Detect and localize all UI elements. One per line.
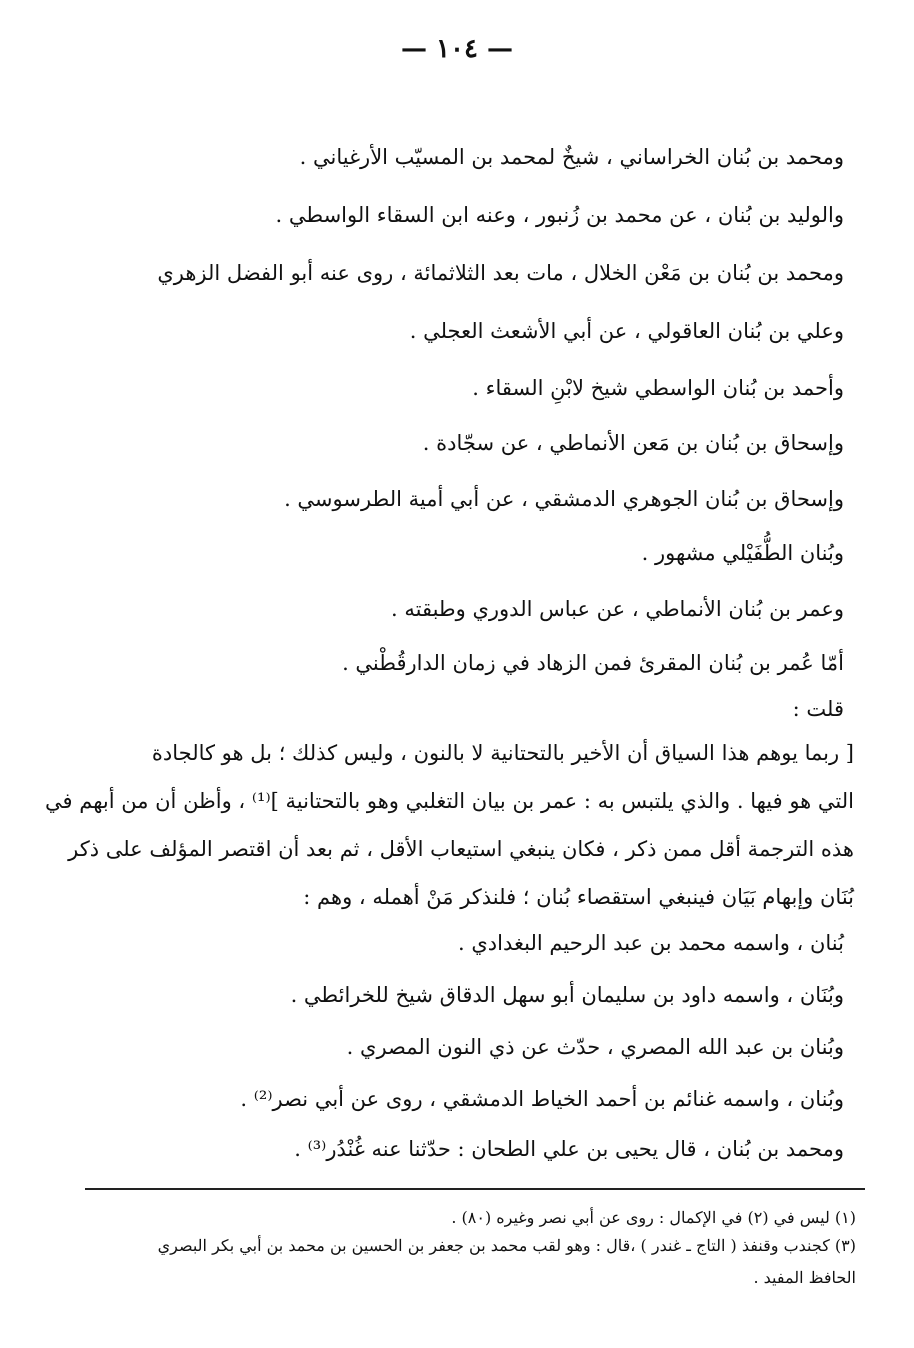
paragraph-line: التي هو فيها . والذي يلتبس به : عمر بن بيان التغلبي وهو بالتحتانية ]⁽¹⁾ ، وأظن أن من أبهم في <box>45 789 854 813</box>
paragraph-line: هذه الترجمة أقل ممن ذكر ، فكان ينبغي استيعاب الأقل ، ثم بعد أن اقتصر المؤلف على ذكر <box>68 837 854 861</box>
names-list <box>144 928 844 1161</box>
footnote-3: (٣) كجندب وقنفذ ( التاج ـ غندر ) ،قال : وهو لقب محمد بن جعفر بن الحسين بن محمد بن أبي بكر البصري <box>157 1236 856 1255</box>
entry-line: ومحمد بن بُنان بن مَعْن الخلال ، مات بعد الثلاثمائة ، روى عنه أبو الفضل الزهري <box>157 261 844 285</box>
entry-line: أمّا عُمر بن بُنان المقرئ فمن الزهاد في زمان الدارقُطْني . <box>342 651 844 675</box>
entry-line: وإسحاق بن بُنان الجوهري الدمشقي ، عن أبي أمية الطرسوسي . <box>284 487 844 511</box>
paragraph-line: [ ربما يوهم هذا السياق أن الأخير بالتحتانية لا بالنون ، وليس كذلك ؛ بل هو كالجادة <box>151 741 854 765</box>
entry-line: وأحمد بن بُنان الواسطي شيخ لابْنِ السقاء . <box>472 376 844 400</box>
name-entry: وبُنان ، واسمه غنائم بن أحمد الخياط الدمشقي ، روى عن أبي نصر⁽²⁾ . <box>240 1087 844 1111</box>
commentary-paragraph <box>45 738 854 918</box>
page-number: — ١٠٤ — <box>400 34 514 64</box>
name-entry: بُنان ، واسمه محمد بن عبد الرحيم البغدادي . <box>458 931 844 955</box>
entry-line: وإسحاق بن بُنان بن مَعن الأنماطي ، عن سجّادة . <box>422 431 844 455</box>
entry-line: وعلي بن بُنان العاقولي ، عن أبي الأشعث العجلي . <box>409 319 844 343</box>
name-entry: ومحمد بن بُنان ، قال يحيى بن علي الطحان : حدّثنا عنه غُنْدُر⁽³⁾ . <box>294 1137 844 1161</box>
entries-list <box>144 142 844 675</box>
entry-line: ومحمد بن بُنان الخراساني ، شيخٌ لمحمد بن المسيّب الأرغياني . <box>299 145 844 169</box>
name-entry: وبُنَان ، واسمه داود بن سليمان أبو سهل الدقاق شيخ للخرائطي . <box>290 983 844 1007</box>
entry-line: والوليد بن بُنان ، عن محمد بن زُنبور ، وعنه ابن السقاء الواسطي . <box>275 203 844 227</box>
paragraph-line: بُنَان وإبهام بَيَان فينبغي استقصاء بُنان ؛ فلنذكر مَنْ أهمله ، وهم : <box>303 885 854 909</box>
entry-line: وعمر بن بُنان الأنماطي ، عن عباس الدوري وطبقته . <box>391 597 844 621</box>
footnote-3-continuation: الحافظ المفيد . <box>753 1268 856 1287</box>
footnote-1: (١) ليس في (٢) في الإكمال : روى عن أبي نصر وغيره (٨٠) . <box>451 1208 856 1227</box>
qult-label: قلت : <box>792 697 844 721</box>
entry-line: وبُنان الطُّفَيْلي مشهور . <box>641 541 844 565</box>
footnote-divider <box>85 1188 865 1190</box>
name-entry: وبُنان بن عبد الله المصري ، حدّث عن ذي النون المصري . <box>346 1035 844 1059</box>
